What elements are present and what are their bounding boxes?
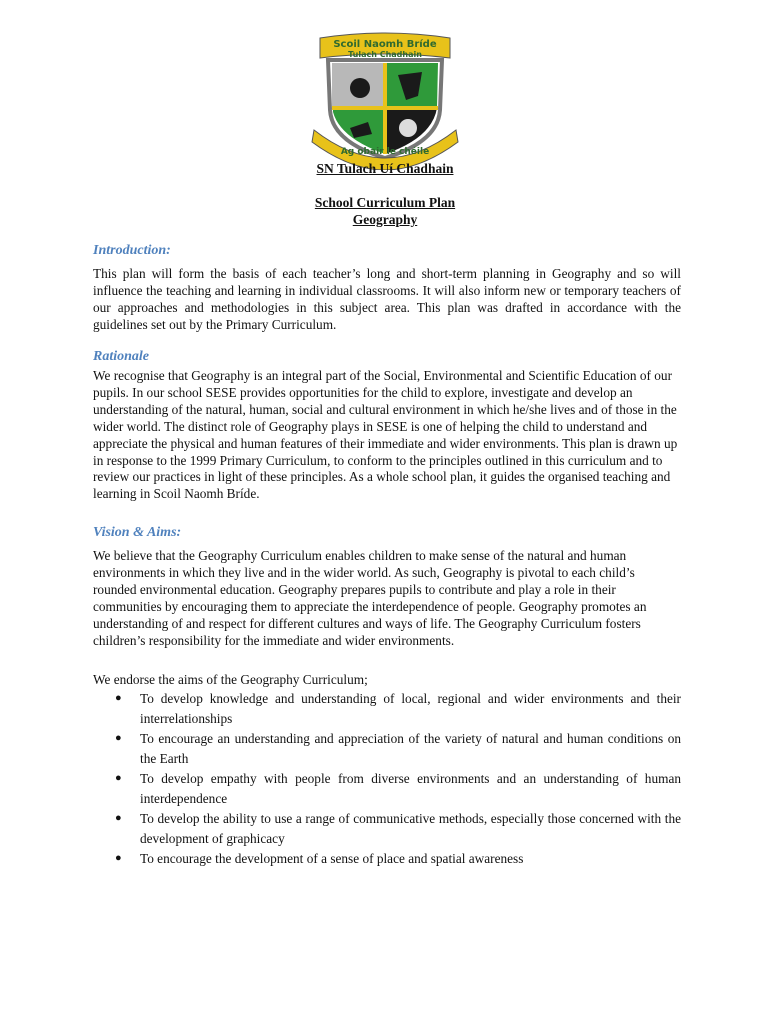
aims-intro: We endorse the aims of the Geography Curriculum; bbox=[93, 672, 368, 687]
list-item: ● To develop empathy with people from diverse environments and an understanding of human interdependence bbox=[115, 771, 681, 806]
svg-text:Tulach Chadhain: Tulach Chadhain bbox=[348, 50, 422, 59]
rationale-heading: Rationale bbox=[93, 349, 150, 364]
svg-text:Scoil Naomh Bríde: Scoil Naomh Bríde bbox=[333, 39, 437, 50]
bullet-icon: ● bbox=[115, 732, 122, 744]
list-item: ● To encourage an understanding and appreciation of the variety of natural and human conditions on the Earth bbox=[115, 731, 681, 766]
school-crest-logo bbox=[310, 30, 460, 170]
plan-subject: Geography bbox=[352, 212, 418, 227]
bullet-icon: ● bbox=[115, 772, 122, 784]
school-name: SN Tulach Uí Chadhain bbox=[316, 161, 454, 176]
introduction-heading: Introduction: bbox=[93, 243, 171, 258]
vision-heading: Vision & Aims: bbox=[93, 525, 182, 540]
list-item: ● To encourage the development of a sense of place and spatial awareness bbox=[93, 849, 681, 869]
introduction-text: This plan will form the basis of each teacher’s long and short-term planning in Geography and so will influence the teaching and learning in individual classrooms. It will also inform new or temporary teachers of our approaches and methodologies in this subject area. This plan was drafted in accordance with the guidelines set out by the Primary Curriculum. bbox=[93, 266, 681, 332]
list-item: ● To develop the ability to use a range of communicative methods, especially those concerned with the development of graphicacy bbox=[115, 811, 681, 846]
list-item: ● To develop knowledge and understanding of local, regional and wider environments and their interrelationships bbox=[115, 691, 681, 726]
vision-text: We believe that the Geography Curriculum enables children to make sense of the natural and human environments in which they live and in the wider world. As such, Geography is pivotal to each child’s rounded environmental education. Geography prepares pupils to contribute and play a role in their communities by encouraging them to appreciate the interdependence of people. Geography promotes an understanding of and respect for different cultures and ways of life. The Geography Curriculum fosters children’s responsibility for the immediate and wider environments. bbox=[93, 548, 647, 648]
rationale-text: We recognise that Geography is an integral part of the Social, Environmental and Scientific Education of our pupils. In our school SESE provides opportunities for the child to explore, investigate and develop an understanding of the natural, human, social and cultural environment in which he/she lives and of those in the wider world. The distinct role of Geography plays in SESE is one of helping the child to understand and appreciate the physical and human features of their immediate and wider environments. This plan is drawn up in response to the 1999 Primary Curriculum, to conform to the principles outlined in this curriculum and to review our practices in light of these principles. As a whole school plan, it guides the organised teaching and learning in Scoil Naomh Bríde. bbox=[93, 368, 678, 502]
aims-list bbox=[93, 689, 681, 869]
plan-title: School Curriculum Plan bbox=[314, 195, 456, 210]
bullet-icon: ● bbox=[115, 852, 122, 864]
svg-text:Ag obair le chéile: Ag obair le chéile bbox=[340, 147, 430, 157]
bullet-icon: ● bbox=[115, 812, 122, 824]
bullet-icon: ● bbox=[115, 692, 122, 704]
